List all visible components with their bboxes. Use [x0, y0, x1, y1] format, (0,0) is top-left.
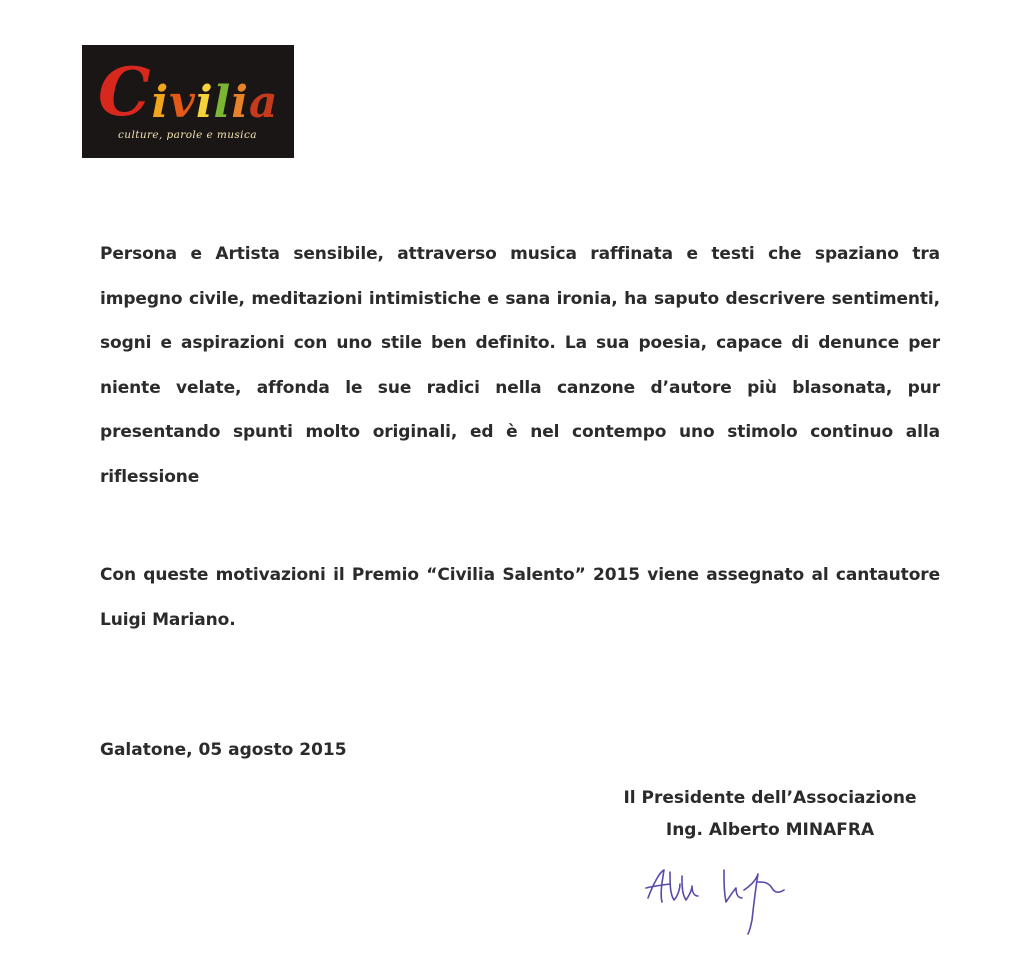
logo-letter: C	[98, 53, 152, 131]
signatory-role: Il Presidente dell’Associazione	[623, 788, 917, 808]
signatory-name: Ing. Alberto MINAFRA	[665, 820, 875, 840]
handwritten-signature	[640, 860, 820, 940]
logo-letter: l	[213, 77, 232, 128]
logo-letter: i	[151, 77, 170, 128]
logo-letter: a	[248, 77, 279, 128]
logo-letter: i	[195, 77, 214, 128]
logo-wordmark	[98, 53, 279, 131]
civilia-logo	[82, 45, 294, 158]
award-paragraph: Con queste motivazioni il Premio “Civilia Salento” 2015 viene assegnato al cantautore Luigi Mariano.	[100, 565, 940, 630]
logo-letter: v	[169, 77, 196, 128]
logo-tagline: culture, parole e musica	[118, 129, 257, 141]
place-date: Galatone, 05 agosto 2015	[100, 740, 347, 760]
motivation-paragraph: Persona e Artista sensibile, attraverso musica raffinata e testi che spaziano tra impegno civile, meditazioni intimistiche e sana ironia, ha saputo descrivere sentimenti, sogni e aspirazioni con uno stile ben definito. La sua poesia, capace di denunce per niente velate, affonda le sue radici nella canzone d’autore più blasonata, pur presentando spunti molto originali, ed è nel contempo uno stimolo continuo alla riflessione	[100, 244, 940, 487]
logo-letter: i	[231, 77, 249, 128]
